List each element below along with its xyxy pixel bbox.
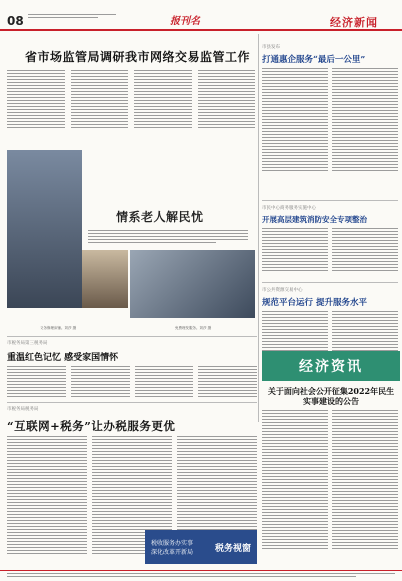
photo-caption-right: 免费理发服务。刘莎 摄 [175, 326, 212, 330]
page-number: 08 [7, 14, 24, 28]
bottom-divider-2 [7, 402, 257, 403]
header-meta [28, 14, 118, 18]
column-divider [258, 34, 259, 422]
feature-title-box [82, 150, 254, 250]
right-mid2-kicker: 市公共资源交易中心 [262, 288, 303, 293]
photo-caption-left: 义务修理床铺。刘莎 摄 [40, 326, 77, 330]
banner-text: 经济资讯 [299, 359, 363, 375]
right-mid1-body [262, 228, 398, 271]
footer-rule [0, 570, 402, 571]
main-article-body [7, 70, 255, 140]
feature-photo-left [7, 150, 82, 308]
economic-info-banner [262, 351, 400, 381]
right-top-title: 打通惠企服务“最后一公里” [262, 55, 366, 65]
right-bottom-body [262, 410, 398, 549]
ad-text-1: 税收服务办实事 [151, 540, 194, 547]
right-top-body [262, 68, 398, 171]
right-mid1-title: 开展高层建筑消防安全专项整治 [262, 215, 367, 224]
right-top-kicker: 市县发布 [262, 45, 280, 50]
section-title: 经济新闻 [330, 16, 378, 29]
tax-ad-box [145, 530, 257, 564]
bottom-left-title: 重温红色记忆 感受家国情怀 [7, 353, 119, 363]
footer-text [7, 573, 395, 577]
ad-text-2: 深化改革开新局 [151, 549, 194, 556]
right-divider-1 [262, 200, 398, 201]
right-bottom-title: 关于面向社会公开征集2022年民生实事建设的公告 [267, 386, 395, 406]
masthead-logo: 报刊名 [170, 16, 200, 27]
bottom-article-title: “互联网+税务”让办税服务更优 [7, 419, 176, 433]
bottom-left-kicker: 市税务局第三税务局 [7, 341, 48, 346]
page-header [0, 0, 402, 30]
bottom-divider [7, 336, 257, 337]
header-rule [0, 29, 402, 31]
bottom-left-body [7, 366, 257, 397]
main-article-title: 省市场监管局调研我市网络交易监管工作 [25, 50, 251, 64]
feature-photo-bottom [82, 250, 128, 308]
feature-photo-right [130, 250, 255, 318]
bottom-article-kicker: 市税务局税务局 [7, 407, 39, 412]
ad-label: 税务视窗 [214, 543, 251, 554]
right-mid1-kicker: 市民中心商务服务实施中心 [262, 206, 316, 211]
right-mid2-title: 规范平台运行 提升服务水平 [262, 298, 367, 308]
feature-title: 情系老人解民忧 [116, 210, 204, 224]
right-divider-2 [262, 282, 398, 283]
